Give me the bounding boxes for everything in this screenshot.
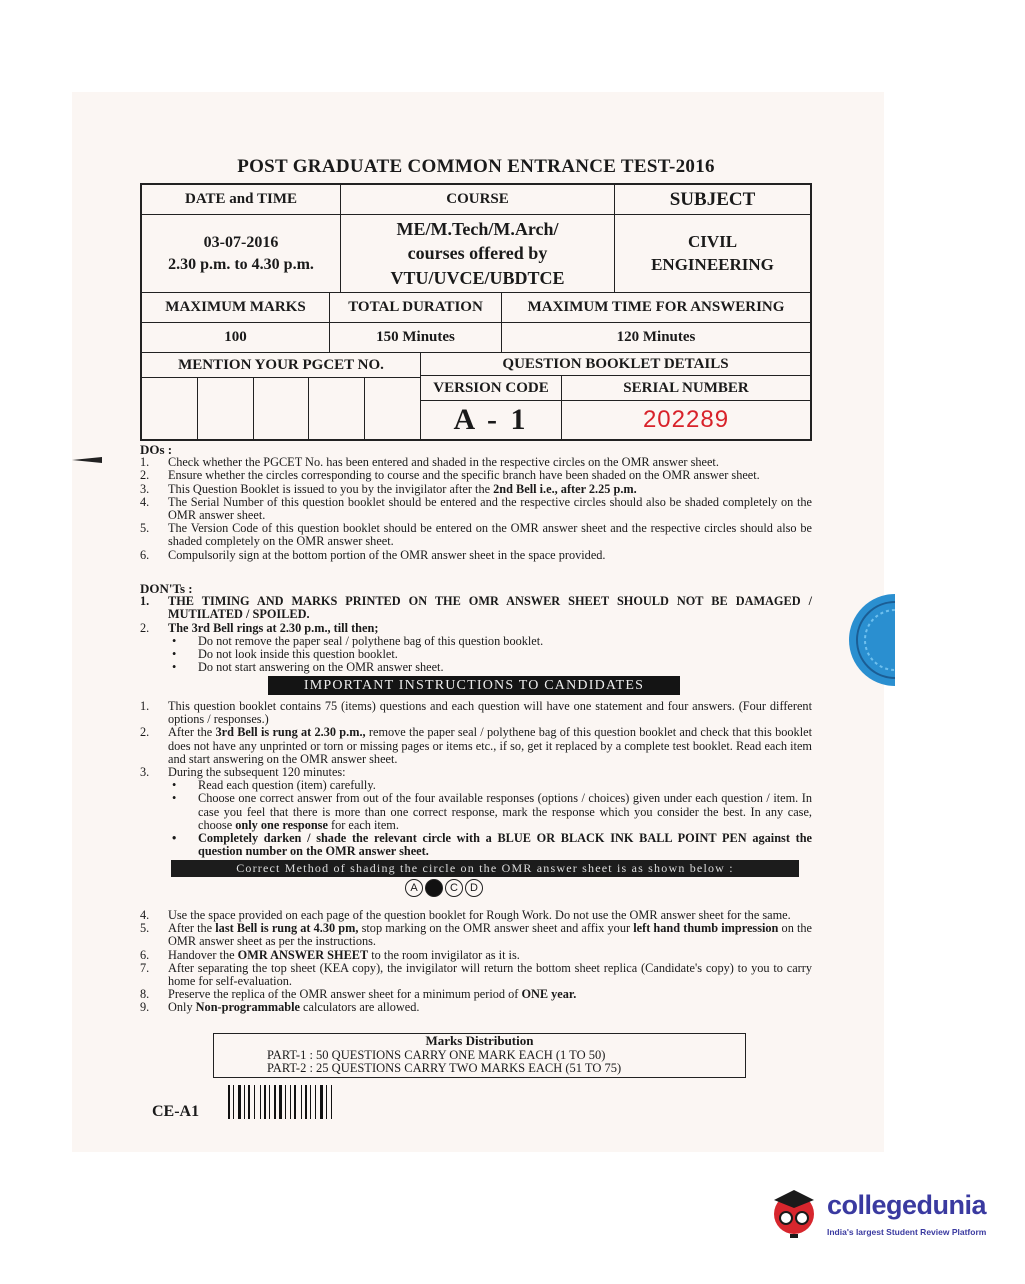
bubble-option: C — [445, 879, 463, 897]
list-item: 1. This question booklet contains 75 (items) questions and each question will have one statement and four answers. (Four different options / responses.) — [140, 699, 812, 727]
marks-distribution-title: Marks Distribution — [425, 1033, 534, 1048]
instructions-banner: IMPORTANT INSTRUCTIONS TO CANDIDATES — [268, 676, 680, 695]
bullet-item: • Do not remove the paper seal / polythene bag of this question booklet. — [140, 635, 812, 648]
bullet-item: • Do not look inside this question booklet. — [140, 648, 812, 661]
exam-details-table — [140, 183, 812, 441]
dos-section — [140, 443, 812, 562]
version-code-label: VERSION CODE — [421, 376, 562, 400]
booklet-code: CE-A1 — [152, 1103, 200, 1120]
pgcet-digit-box — [142, 378, 198, 439]
page-title: POST GRADUATE COMMON ENTRANCE TEST-2016 — [237, 156, 715, 177]
list-item: 6. Handover the OMR ANSWER SHEET to the room invigilator as it is. — [140, 947, 520, 962]
max-time-value: 120 Minutes — [616, 329, 696, 345]
list-item: 4. The Serial Number of this question booklet should be entered and the respective circles should also be shaded completely on the OMR answer sheet. — [140, 494, 812, 523]
list-item: 2. The 3rd Bell rings at 2.30 p.m., till then; — [140, 620, 379, 635]
course-line-2: courses offered by — [407, 243, 548, 264]
list-item: 1. THE TIMING AND MARKS PRINTED ON THE OMR ANSWER SHEET SHOULD NOT BE DAMAGED / MUTILATED / SPOILED. — [140, 594, 812, 622]
date-time-label: DATE and TIME — [142, 185, 341, 214]
list-item: 2. After the 3rd Bell is rung at 2.30 p.m., remove the paper seal / polythene bag of this question booklet and check that this booklet does not have any unprinted or torn or missing pages or items etc., if so, get it replaced by a complete test booklet. Read each item and start answering on the OMR answer sheet. — [140, 725, 812, 766]
max-marks-label: MAXIMUM MARKS — [142, 293, 330, 322]
bubble-option: A — [405, 879, 423, 897]
list-item: 1. Check whether the PGCET No. has been entered and shaded in the respective circles on the OMR answer sheet. — [140, 455, 719, 470]
serial-number-value: 202289 — [642, 406, 730, 433]
subject-label: SUBJECT — [669, 188, 756, 210]
marks-part-1: PART-1 : 50 QUESTIONS CARRY ONE MARK EACH (1 TO 50) — [267, 1048, 606, 1062]
course-line-3: VTU/UVCE/UBDTCE — [390, 267, 565, 288]
version-code-value: A - 1 — [421, 401, 562, 439]
pgcet-digit-box — [254, 378, 310, 439]
list-item: 5. The Version Code of this question booklet should be entered on the OMR answer sheet and the respective circles should also be shaded completely on the OMR answer sheet. — [140, 521, 812, 549]
brand-tagline: India's largest Student Review Platform — [827, 1227, 987, 1237]
arrow-mark-icon — [72, 455, 102, 465]
list-item: 4. Use the space provided on each page of the question booklet for Rough Work. Do not use the OMR answer sheet for the same. — [140, 908, 791, 922]
donts-section — [140, 582, 812, 674]
shading-example — [405, 879, 483, 897]
instructions-section-continued — [140, 909, 812, 1015]
bubble-option-filled — [425, 879, 443, 897]
booklet-details — [421, 353, 810, 439]
list-item: 2. Ensure whether the circles corresponding to course and the specific branch have been shaded on the OMR answer sheet. — [140, 468, 760, 483]
bullet-item: • Completely darken / shade the relevant circle with a BLUE OR BLACK INK BALL POINT PEN against the question number on the OMR answer sheet. — [140, 832, 812, 858]
list-item: 7. After separating the top sheet (KEA copy), the invigilator will return the bottom sheet replica (Candidate's copy) to you to carry home for self-evaluation. — [140, 960, 812, 989]
subject-line-1: CIVIL — [687, 231, 738, 251]
exam-time: 2.30 p.m. to 4.30 p.m. — [168, 255, 314, 273]
seal-stamp-icon — [837, 591, 895, 689]
donts-heading: DON'Ts : — [140, 581, 193, 596]
list-item: 3. This Question Booklet is issued to you by the invigilator after the 2nd Bell i.e., after 2.25 p.m. — [140, 481, 637, 496]
serial-number-label: SERIAL NUMBER — [623, 379, 749, 396]
course-line-1: ME/M.Tech/M.Arch/ — [396, 219, 559, 240]
instructions-section — [140, 700, 812, 858]
pgcet-digit-box — [309, 378, 365, 439]
max-time-label: MAXIMUM TIME FOR ANSWERING — [527, 299, 785, 315]
pgcet-digit-box — [365, 378, 420, 439]
marks-distribution-box — [213, 1033, 746, 1078]
bullet-item: • Read each question (item) carefully. — [140, 779, 812, 792]
shading-method-banner: Correct Method of shading the circle on the OMR answer sheet is as shown below : — [171, 860, 799, 877]
bullet-item: • Do not start answering on the OMR answer sheet. — [140, 661, 812, 674]
total-duration-label: TOTAL DURATION — [330, 293, 502, 322]
barcode-icon — [228, 1085, 362, 1119]
dos-heading: DOs : — [140, 442, 173, 457]
list-item: 9. Only Non-programmable calculators are allowed. — [140, 1000, 420, 1015]
total-duration-value: 150 Minutes — [330, 323, 502, 352]
marks-part-2: PART-2 : 25 QUESTIONS CARRY TWO MARKS EACH (51 TO 75) — [267, 1061, 622, 1075]
bubble-option: D — [465, 879, 483, 897]
bullet-item: • Choose one correct answer from out of the four available responses (options / choices) given under each question / item. In case you feel that there is more than one correct response, mark the response which you consider the best. In any case, choose only one response for each item. — [140, 792, 812, 832]
list-item: 5. After the last Bell is rung at 4.30 pm, stop marking on the OMR answer sheet and affix your left hand thumb impression on the OMR answer sheet as per the instructions. — [140, 921, 813, 949]
list-item: 8. Preserve the replica of the OMR answer sheet for a minimum period of ONE year. — [140, 987, 577, 1002]
subject-line-2: ENGINEERING — [651, 254, 774, 274]
pgcet-number-boxes — [142, 353, 421, 439]
booklet-details-label: QUESTION BOOKLET DETAILS — [502, 355, 729, 372]
pgcet-label: MENTION YOUR PGCET NO. — [142, 353, 420, 378]
pgcet-digit-box — [198, 378, 254, 439]
exam-date: 03-07-2016 — [203, 233, 279, 251]
course-label: COURSE — [341, 185, 615, 214]
list-item: 3. During the subsequent 120 minutes: — [140, 765, 346, 780]
max-marks-value: 100 — [142, 323, 330, 352]
list-item: 6. Compulsorily sign at the bottom portion of the OMR answer sheet in the space provided. — [140, 547, 606, 562]
brand-name: collegedunia — [827, 1190, 987, 1220]
